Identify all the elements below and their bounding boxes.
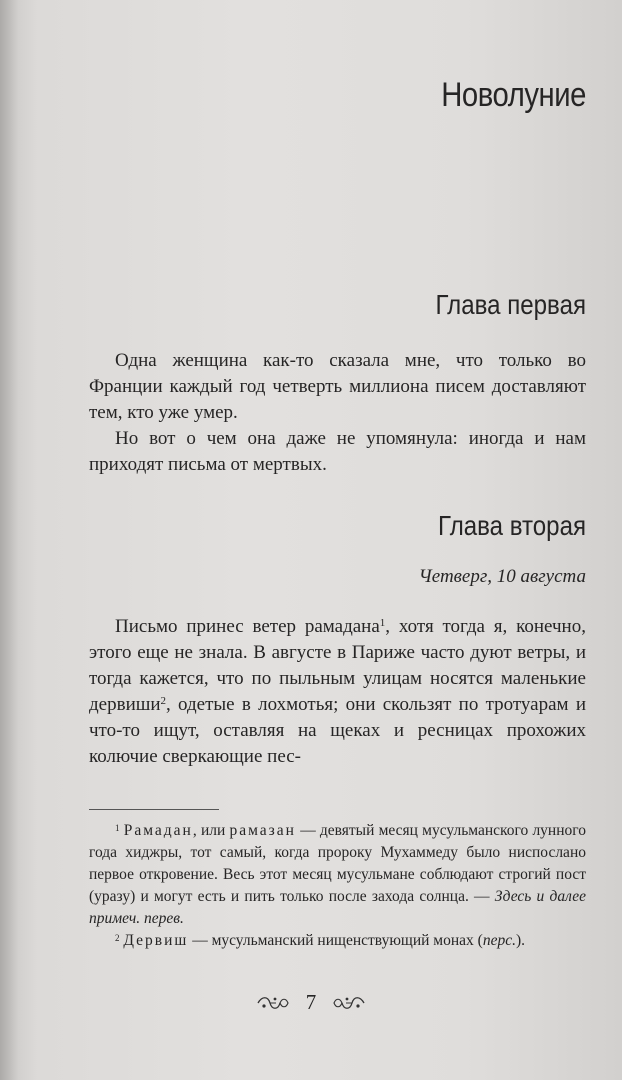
page-footer: [0, 990, 622, 1015]
footnote-term: Дервиш: [123, 932, 189, 949]
language-abbrev: перс.: [482, 932, 516, 949]
book-title: Новолуние: [441, 76, 586, 114]
chapter-two-body: [89, 614, 586, 770]
footnote-ref-2: 2: [160, 695, 167, 707]
page-number: 7: [305, 990, 317, 1014]
translator-note: Здесь и далее примеч. перев.: [89, 888, 586, 927]
footnote-term: рамазан: [229, 822, 296, 839]
floral-ornament-icon: [256, 994, 290, 1012]
chapter-two-heading: Глава вторая: [438, 510, 586, 541]
footnote-number: 1: [115, 823, 120, 833]
footnote-1: [89, 820, 586, 930]
footnote-ref-1: 1: [379, 617, 386, 629]
chapter-one-paragraph: Но вот о чем она даже не упомянула: иногда и нам приходят письма от мертвых.: [89, 428, 586, 475]
footnote-text: ).: [515, 932, 526, 949]
footnote-number: 2: [115, 933, 120, 943]
footnote-text: — мусульманский нищенствующий монах (: [188, 932, 483, 949]
dateline: Четверг, 10 августа: [418, 566, 586, 587]
chapter-two-paragraph: [89, 614, 586, 770]
footnote-2: [89, 930, 586, 952]
paragraph-text: Письмо принес ветер рамадана: [115, 616, 380, 637]
footnotes: [89, 820, 586, 952]
footnote-text: , или: [192, 822, 230, 839]
footnote-term: Рамадан: [123, 822, 193, 839]
paragraph-text: , хотя тогда я, конечно, этого еще не знала. В августе в Париже часто дуют ветры, и тогда кажется, что по пыльным улицам носятся маленькие дервиши: [89, 616, 586, 715]
paragraph-text: , одетые в лохмотья; они скользят по тротуарам и что-то ищут, оставляя на щеках и ресницах прохожих колючие сверкающие пес-: [89, 694, 586, 767]
chapter-one-heading: Глава первая: [435, 289, 586, 320]
chapter-one-body: [89, 348, 586, 478]
chapter-one-paragraph: Одна женщина как-то сказала мне, что только во Франции каждый год четверть миллиона писем доставляют тем, кто уже умер.: [89, 350, 586, 423]
floral-ornament-icon: [332, 994, 366, 1012]
footnote-divider: [89, 809, 219, 810]
footnote-text: — девятый месяц мусульманского лунного года хиджры, тот самый, когда пророку Мухаммеду было ниспослано первое откровение. Весь этот месяц мусульмане соблюдают строгий пост (уразу) и могут есть и пить только после захода солнца. —: [89, 822, 586, 905]
